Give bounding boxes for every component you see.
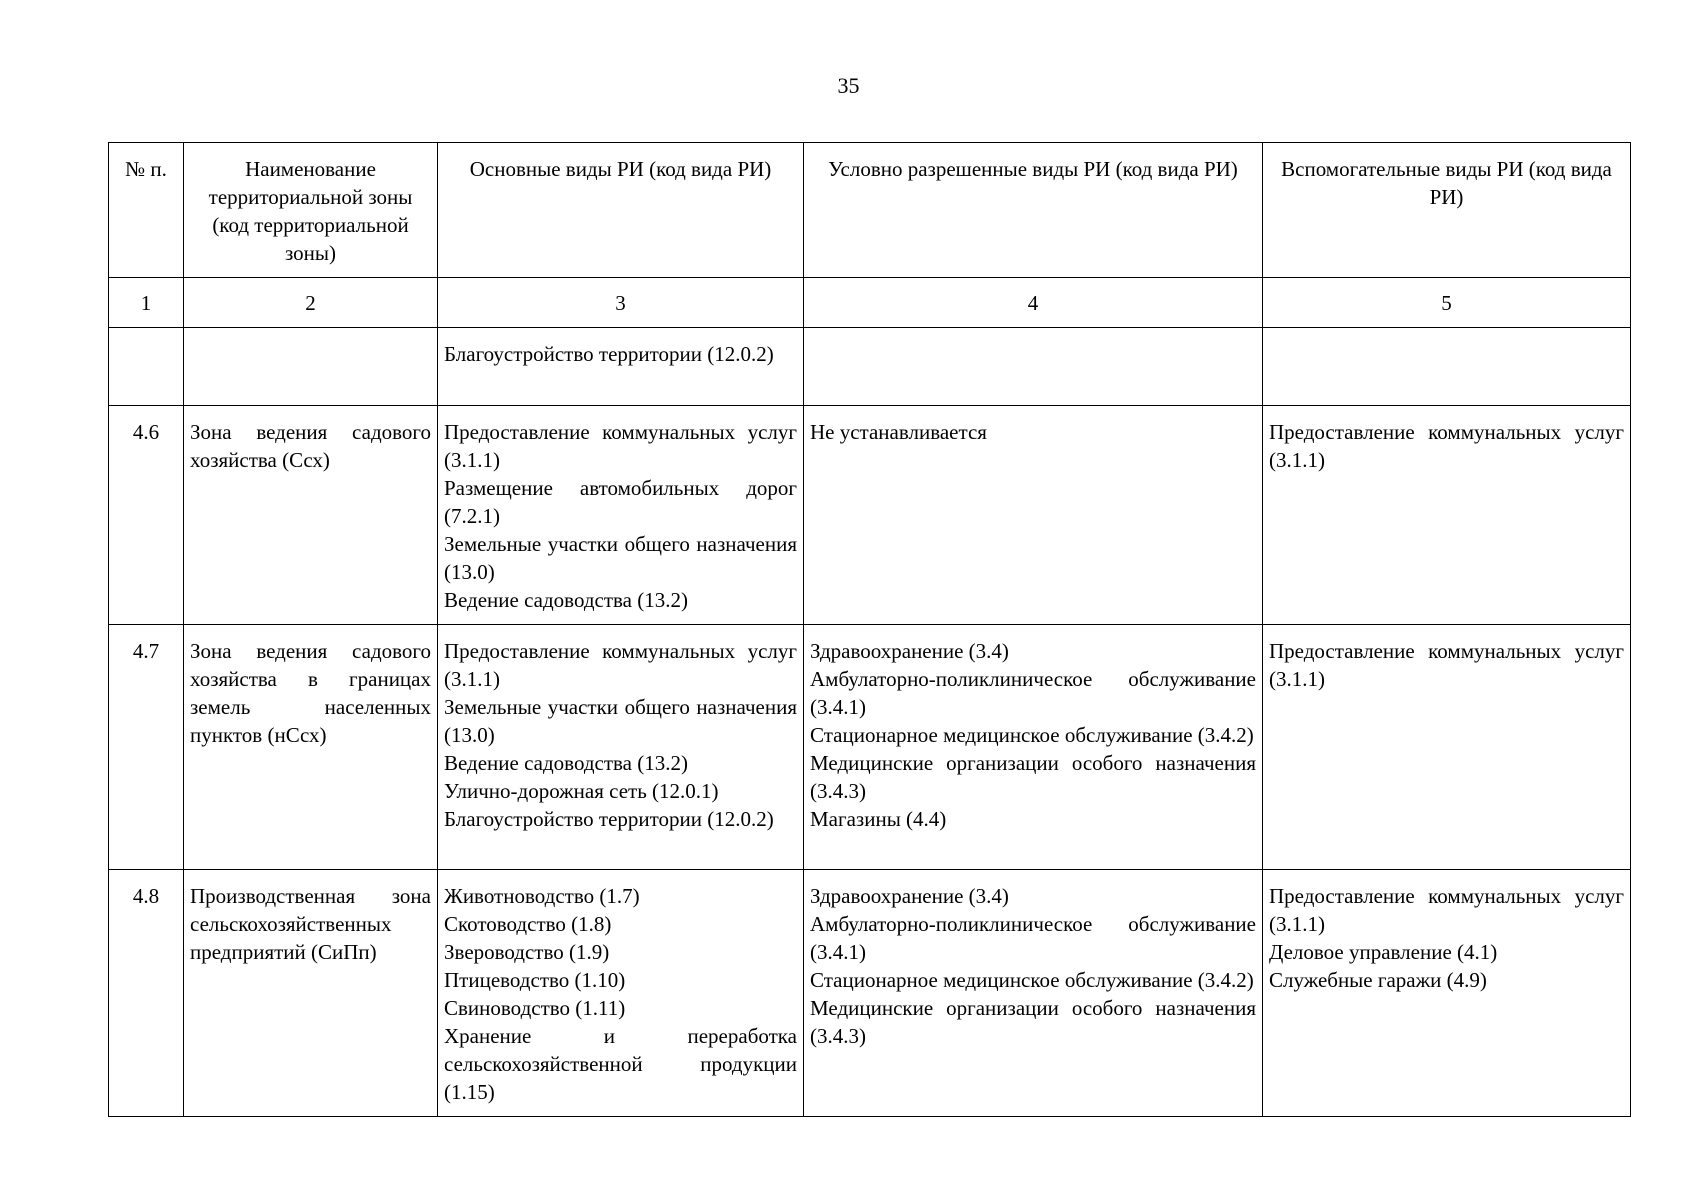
cell-main-uses <box>438 870 804 1117</box>
cell-auxiliary-uses <box>1263 625 1631 870</box>
land-use-item: Стационарное медицинское обслуживание (3.4.2) <box>810 968 1254 992</box>
land-use-item: Животноводство (1.7) <box>444 884 640 908</box>
land-use-item: Улично-дорожная сеть (12.0.1) <box>444 779 719 803</box>
table-row <box>109 625 1631 870</box>
cell-main-uses <box>438 328 804 406</box>
table-header-row <box>109 143 1631 278</box>
land-use-item: Предоставление коммунальных услуг (3.1.1) <box>444 639 797 691</box>
land-use-item: Здравоохранение (3.4) <box>810 639 1009 663</box>
table-row <box>109 406 1631 625</box>
cell-main-uses <box>438 406 804 625</box>
cell-auxiliary-uses <box>1263 406 1631 625</box>
header-cell-number: № п. <box>109 143 184 278</box>
zones-table <box>108 142 1631 1117</box>
header-cell-auxiliary-uses: Вспомогательные виды РИ (код вида РИ) <box>1263 143 1631 278</box>
cell-main-uses <box>438 625 804 870</box>
column-number: 1 <box>109 278 184 328</box>
cell-conditional-uses <box>804 406 1263 625</box>
land-use-item: Предоставление коммунальных услуг (3.1.1) <box>444 420 797 472</box>
header-cell-conditional-uses: Условно разрешенные виды РИ (код вида РИ) <box>804 143 1263 278</box>
land-use-item: Амбулаторно-поликлиническое обслуживание (3.4.1) <box>810 667 1256 719</box>
cell-conditional-uses <box>804 870 1263 1117</box>
land-use-item: Хранение и переработка сельскохозяйственной продукции (1.15) <box>444 1024 797 1104</box>
cell-zone-name: Производственная зона сельскохозяйственных предприятий (СиПп) <box>184 870 438 1117</box>
land-use-item: Предоставление коммунальных услуг (3.1.1) <box>1269 639 1624 691</box>
land-use-item: Ведение садоводства (13.2) <box>444 588 688 612</box>
land-use-item: Скотоводство (1.8) <box>444 912 612 936</box>
cell-zone-name: Зона ведения садового хозяйства (Ссх) <box>184 406 438 625</box>
cell-zone-number: 4.6 <box>109 406 184 625</box>
land-use-item: Благоустройство территории (12.0.2) <box>444 342 774 366</box>
cell-zone-number <box>109 328 184 406</box>
page-number: 35 <box>837 73 860 98</box>
header-cell-zone-name: Наименование территориальной зоны (код территориальной зоны) <box>184 143 438 278</box>
land-use-item: Амбулаторно-поликлиническое обслуживание (3.4.1) <box>810 912 1256 964</box>
cell-zone-number: 4.8 <box>109 870 184 1117</box>
land-use-item: Птицеводство (1.10) <box>444 968 626 992</box>
column-number: 5 <box>1263 278 1631 328</box>
table-row <box>109 870 1631 1117</box>
cell-conditional-uses <box>804 625 1263 870</box>
land-use-item: Звероводство (1.9) <box>444 940 610 964</box>
land-use-item: Здравоохранение (3.4) <box>810 884 1009 908</box>
land-use-item: Служебные гаражи (4.9) <box>1269 968 1487 992</box>
land-use-item: Стационарное медицинское обслуживание (3.4.2) <box>810 723 1254 747</box>
cell-auxiliary-uses <box>1263 870 1631 1117</box>
land-use-item: Размещение автомобильных дорог (7.2.1) <box>444 476 797 528</box>
land-use-item: Медицинские организации особого назначения (3.4.3) <box>810 996 1256 1048</box>
column-number: 3 <box>438 278 804 328</box>
land-use-item: Предоставление коммунальных услуг (3.1.1) <box>1269 420 1624 472</box>
cell-zone-name: Зона ведения садового хозяйства в границах земель населенных пунктов (нСсх) <box>184 625 438 870</box>
land-use-item: Благоустройство территории (12.0.2) <box>444 807 774 831</box>
land-use-item: Магазины (4.4) <box>810 807 947 831</box>
column-number: 2 <box>184 278 438 328</box>
table-body <box>109 328 1631 1117</box>
cell-auxiliary-uses <box>1263 328 1631 406</box>
land-use-item: Медицинские организации особого назначения (3.4.3) <box>810 751 1256 803</box>
land-use-item: Земельные участки общего назначения (13.0) <box>444 695 797 747</box>
land-use-item: Предоставление коммунальных услуг (3.1.1) <box>1269 884 1624 936</box>
column-number-row <box>109 278 1631 328</box>
land-use-item: Деловое управление (4.1) <box>1269 940 1498 964</box>
header-cell-main-uses: Основные виды РИ (код вида РИ) <box>438 143 804 278</box>
cell-zone-number: 4.7 <box>109 625 184 870</box>
cell-zone-name <box>184 328 438 406</box>
land-use-item: Земельные участки общего назначения (13.0) <box>444 532 797 584</box>
table-row <box>109 328 1631 406</box>
land-use-item: Ведение садоводства (13.2) <box>444 751 688 775</box>
land-use-item: Свиноводство (1.11) <box>444 996 626 1020</box>
column-number: 4 <box>804 278 1263 328</box>
land-use-item: Не устанавливается <box>810 420 987 444</box>
cell-conditional-uses <box>804 328 1263 406</box>
